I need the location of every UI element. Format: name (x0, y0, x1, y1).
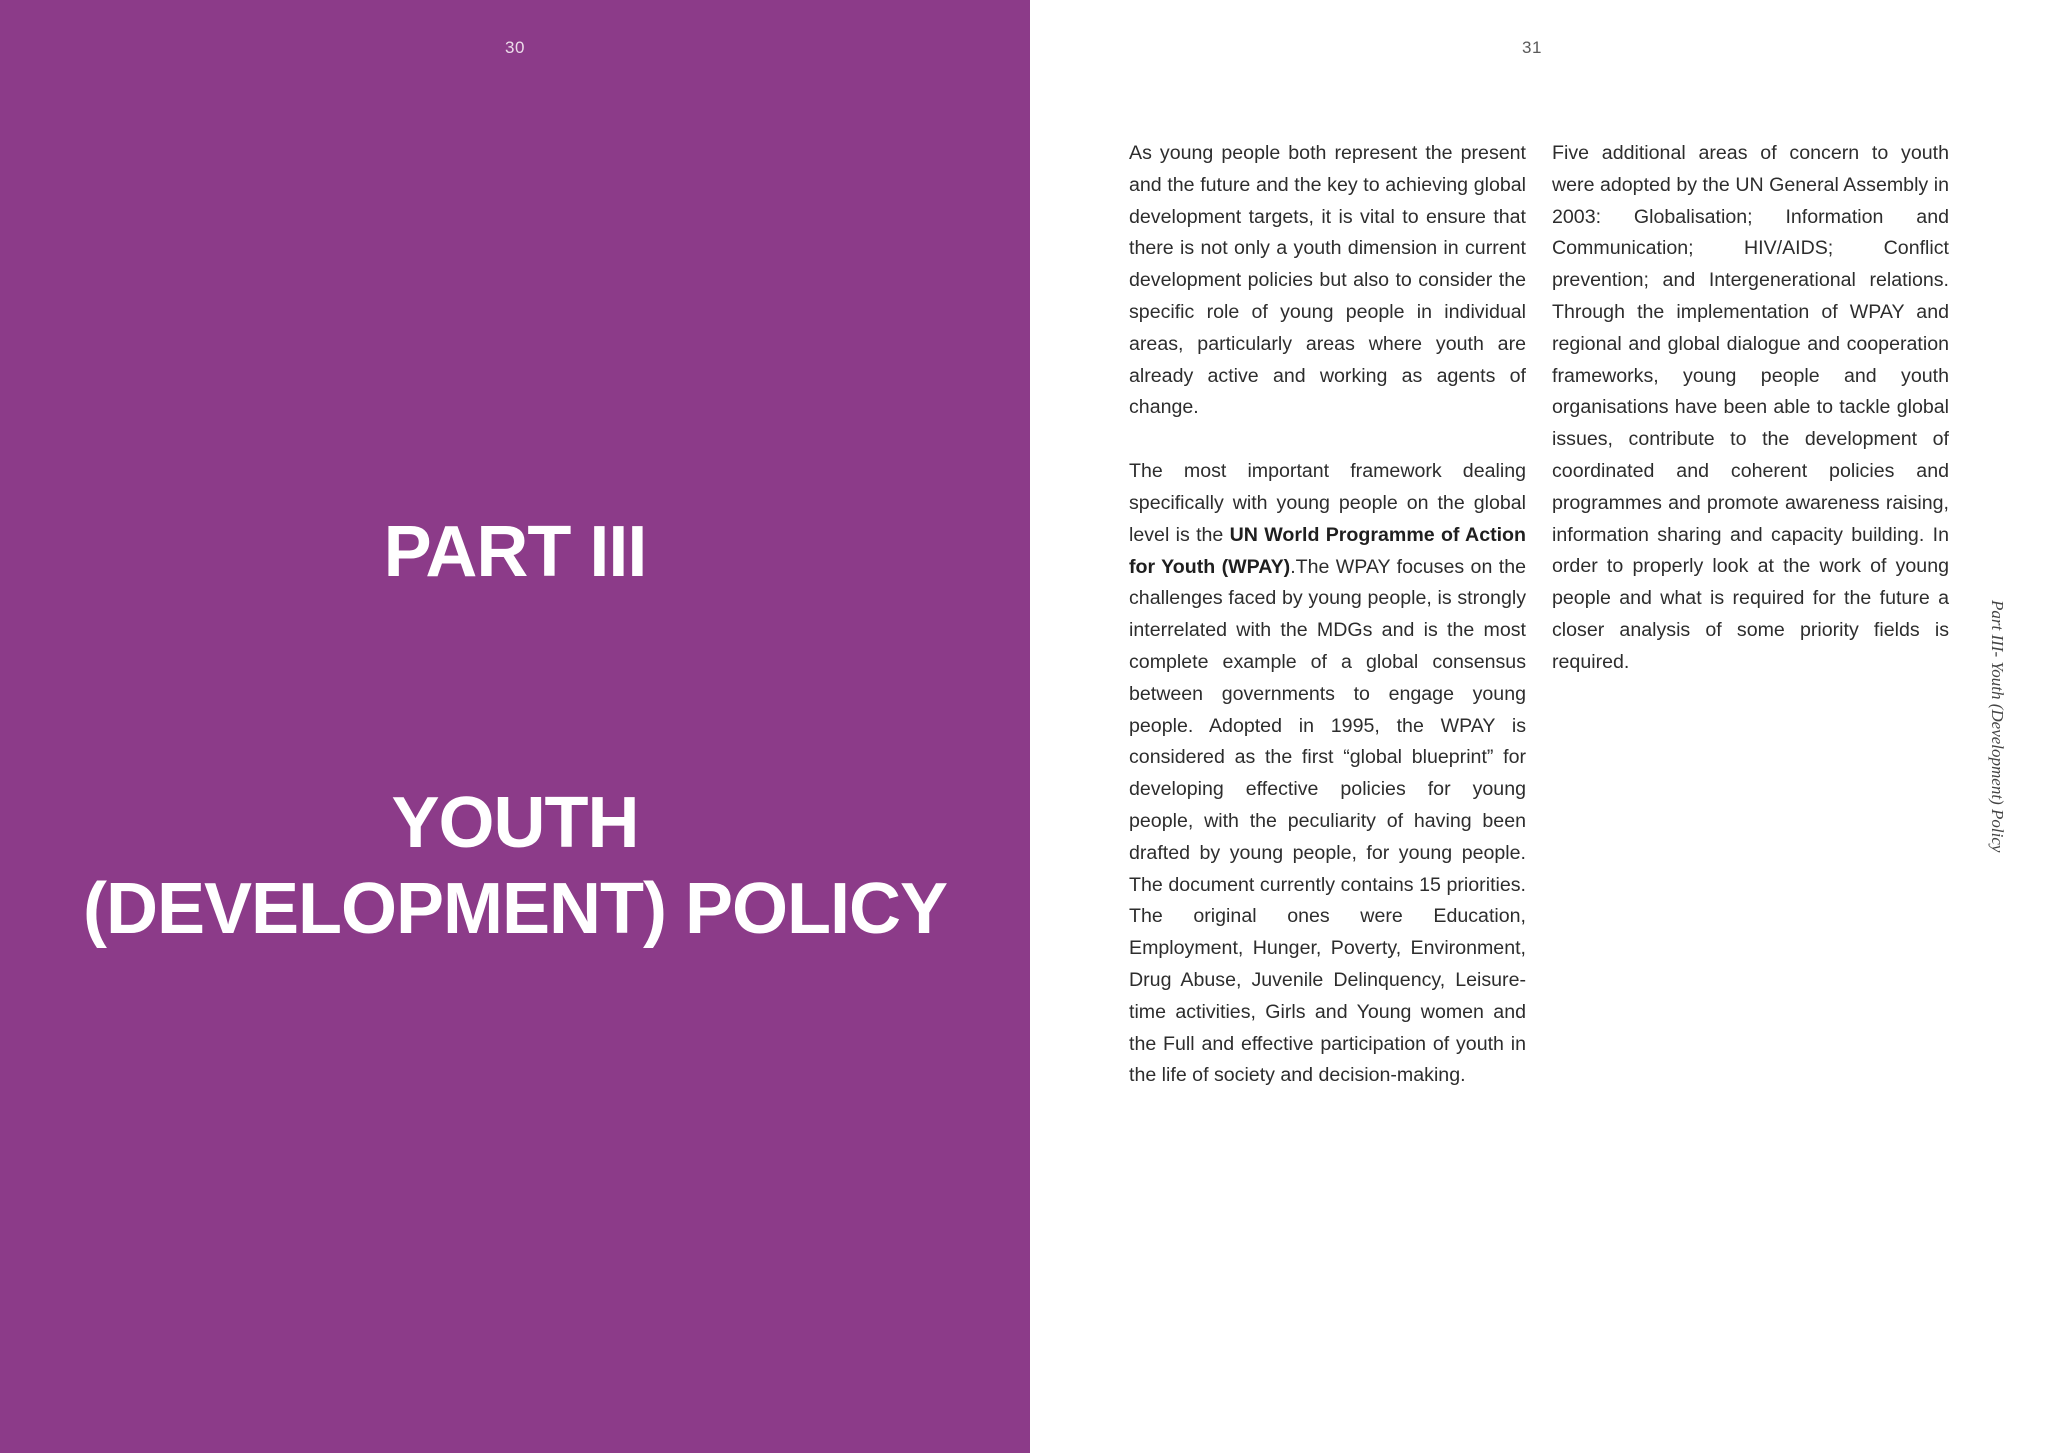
page-number-right: 31 (1522, 38, 1542, 57)
part-label: PART III (383, 512, 647, 592)
section-title-line-2: (DEVELOPMENT) POLICY (82, 869, 948, 949)
page-number-left: 30 (505, 38, 525, 57)
column-1-paragraph-1: As young people both represent the present and the future and the key to achieving global development targets, it is vital to ensure that there is not only a youth dimension in current development policies but also to consider the specific role of young people in individual areas, particularly areas where youth are already active and working as agents of change. (1129, 142, 1526, 419)
column-2-paragraph-1: Five additional areas of concern to youth were adopted by the UN General Assembly in 2003: Globalisation; Information and Communication; HIV/AIDS; Conflict prevention; and Intergenerational relations. Through the implementation of WPAY and regional and global dialogue and cooperation frameworks, young people and youth organisations have been able to tackle global issues, contribute to the development of coordinated and coherent policies and programmes and promote awareness raising, information sharing and capacity building. In order to properly look at the work of young people and what is required for the future a closer analysis of some priority fields is required. (1552, 142, 1949, 673)
text-column-1 (1129, 138, 1526, 1124)
section-title (0, 780, 1030, 952)
paragraph-2-end: .The WPAY focuses on the challenges faced by young people, is strongly interrelated with the MDGs and is the most complete example of a global consensus between governments to engage young people. Adopted in 1995, the WPAY is considered as the first “global blueprint” for developing effective policies for young people, with the peculiarity of having been drafted by young people, for young people. The document currently contains 15 priorities. The original ones were Education, Employment, Hunger, Poverty, Environment, Drug Abuse, Juvenile Delinquency, Leisure-time activities, Girls and Young women and the Full and effective participation of youth in the life of society and decision-making. (1129, 555, 1526, 1087)
wpay-bold-term: UN World Programme of Action for Youth (WPAY) (1129, 523, 1526, 578)
section-title-line-1: YOUTH (391, 783, 639, 863)
right-page (1030, 0, 2048, 1453)
paragraph-2-start: The most important framework dealing specifically with young people on the global level is the (1129, 460, 1526, 546)
text-column-2 (1552, 138, 1949, 711)
running-head: Part III- Youth (Development) Policy (1988, 600, 2007, 853)
column-1-paragraph-2 (1129, 456, 1526, 1092)
